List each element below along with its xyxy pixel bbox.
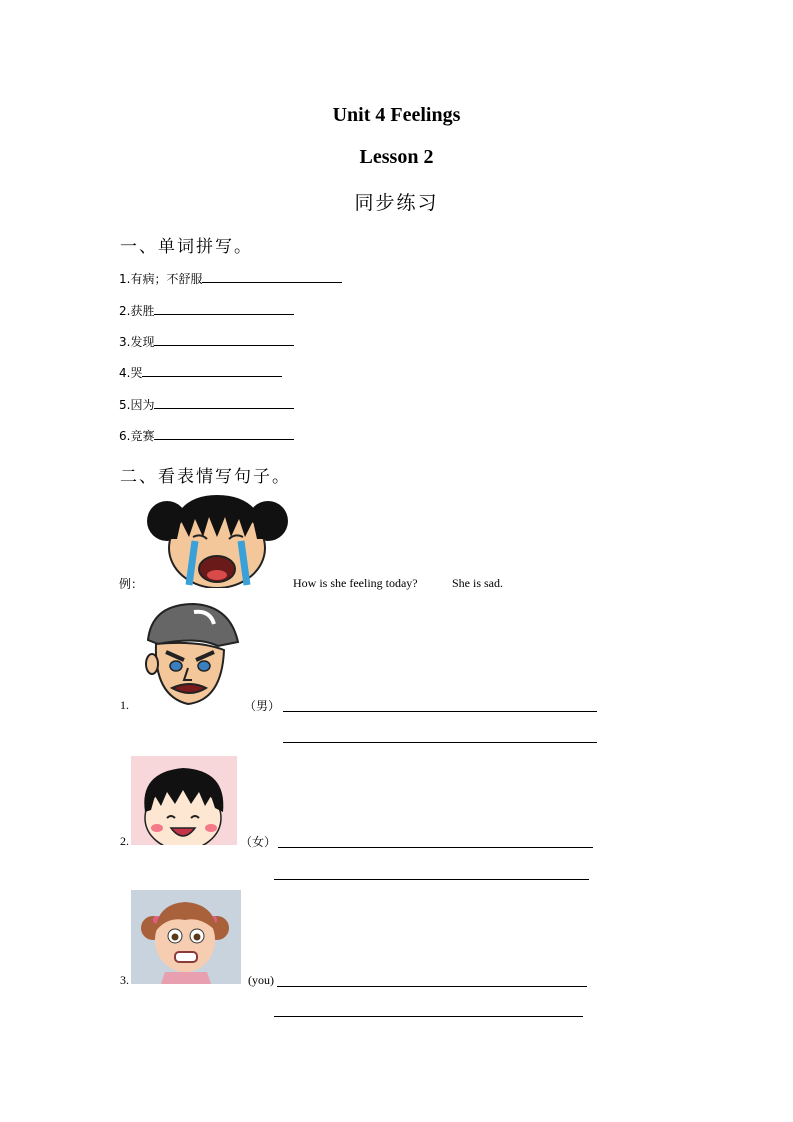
answer-blank[interactable] xyxy=(142,364,282,377)
answer-line[interactable] xyxy=(283,742,597,743)
example-answer: She is sad. xyxy=(452,576,503,590)
sentence-item-2-number: 2. xyxy=(120,834,129,848)
answer-line[interactable] xyxy=(277,986,587,987)
spelling-item-2 xyxy=(119,302,294,319)
sentence-item-1-hint: （男） xyxy=(244,699,281,713)
lesson-title: Lesson 2 xyxy=(359,146,434,168)
page-subtitle: 同步练习 xyxy=(354,192,439,214)
sentence-item-3-number: 3. xyxy=(120,973,129,987)
sad-girl-image xyxy=(145,493,290,588)
answer-blank[interactable] xyxy=(154,302,294,315)
sentence-item-1-number: 1. xyxy=(120,698,129,712)
answer-line[interactable] xyxy=(274,1016,583,1017)
angry-boy-image xyxy=(138,600,242,706)
scared-girl-image xyxy=(131,890,241,984)
spelling-item-6 xyxy=(119,427,294,444)
happy-girl-image xyxy=(131,756,237,845)
spelling-item-label: 2.获胜 xyxy=(119,304,155,318)
answer-line[interactable] xyxy=(278,847,593,848)
spelling-item-label: 3.发现 xyxy=(119,335,155,349)
answer-blank[interactable] xyxy=(154,333,294,346)
section-heading-sentences: 二、看表情写句子。 xyxy=(120,467,291,487)
spelling-item-3 xyxy=(119,333,294,350)
section-heading-spelling: 一、单词拼写。 xyxy=(120,237,253,257)
answer-line[interactable] xyxy=(274,879,589,880)
spelling-item-label: 1.有病；不舒服 xyxy=(119,272,203,286)
answer-blank[interactable] xyxy=(154,427,294,440)
answer-blank[interactable] xyxy=(202,270,342,283)
spelling-item-1 xyxy=(119,270,342,287)
example-label: 例： xyxy=(119,577,144,591)
spelling-item-5 xyxy=(119,396,294,413)
spelling-item-label: 4.哭 xyxy=(119,366,143,380)
spelling-item-4 xyxy=(119,364,282,381)
spelling-item-label: 5.因为 xyxy=(119,398,155,412)
page-title: Unit 4 Feelings xyxy=(332,104,461,126)
answer-line[interactable] xyxy=(283,711,597,712)
sentence-item-3-hint: (you) xyxy=(248,973,274,987)
sentence-item-2-hint: （女） xyxy=(240,835,277,849)
example-question: How is she feeling today? xyxy=(293,576,418,590)
answer-blank[interactable] xyxy=(154,396,294,409)
spelling-item-label: 6.竞赛 xyxy=(119,429,155,443)
